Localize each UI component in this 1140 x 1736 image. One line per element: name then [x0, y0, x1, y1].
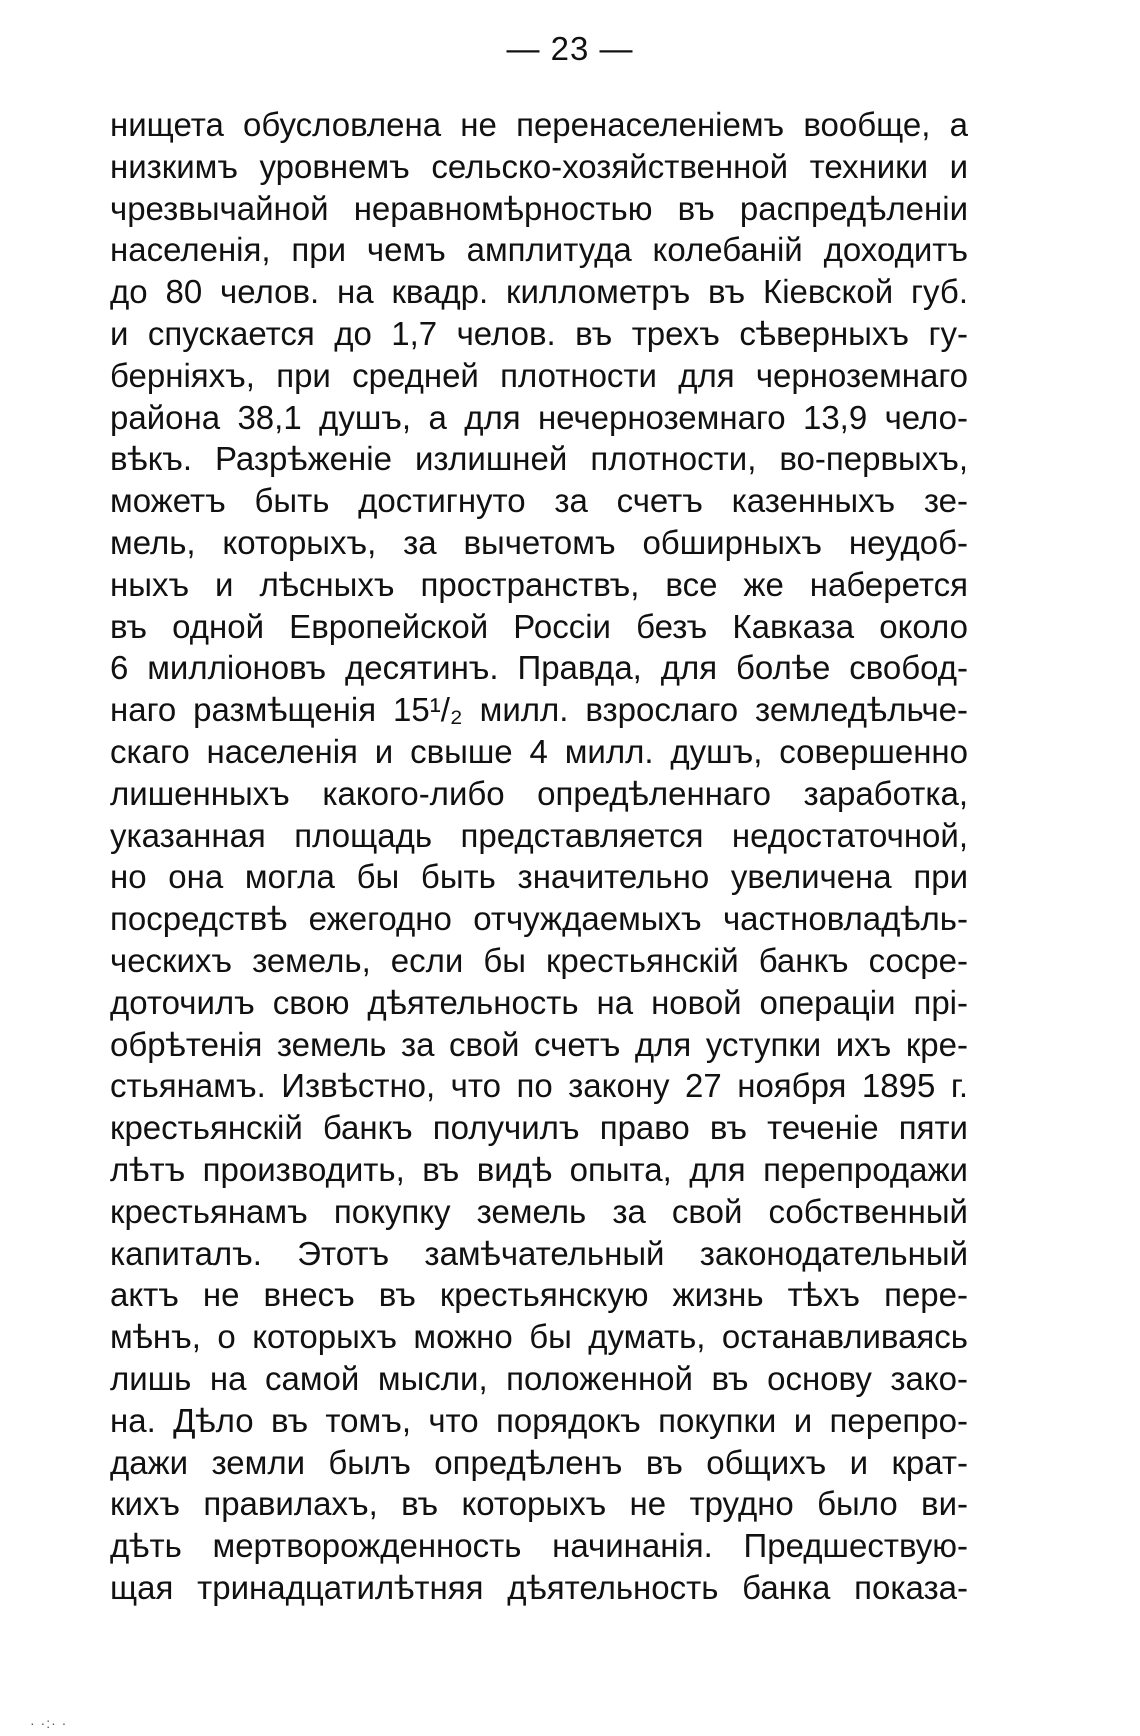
text-line: лѣтъ производить, въ видѣ опыта, для перепродажи [110, 1150, 968, 1188]
text-line: 6 милліоновъ десятинъ. Правда, для болѣе свобод- [110, 649, 968, 687]
text-line: можетъ быть достигнуто за счетъ казенныхъ зе- [110, 482, 968, 520]
text-line: кихъ правилахъ, въ которыхъ не трудно было ви- [110, 1485, 968, 1523]
text-line: крестьянамъ покупку земель за свой собственный [110, 1192, 968, 1230]
text-line: скаго населенія и свыше 4 милл. душъ, совершенно [110, 732, 968, 770]
text-line: населенія, при чемъ амплитуда колебаній доходитъ [110, 231, 968, 269]
text-line: мель, которыхъ, за вычетомъ обширныхъ неудоб- [110, 523, 968, 561]
text-line: дѣть мертворожденность начинанія. Предшествую- [110, 1527, 968, 1565]
text-line: стьянамъ. Извѣстно, что по закону 27 ноября 1895 г. [110, 1067, 968, 1105]
text-line: берніяхъ, при средней плотности для черноземнаго [110, 356, 968, 394]
body-text [110, 104, 968, 1609]
text-line: ческихъ земель, если бы крестьянскій банкъ сосре- [110, 941, 968, 979]
text-line: мѣнъ, о которыхъ можно бы думать, останавливаясь [110, 1318, 968, 1356]
text-line: капиталъ. Этотъ замѣчательный законодательный [110, 1234, 968, 1272]
text-line: доточилъ свою дѣятельность на новой операціи прі- [110, 983, 968, 1021]
text-line: вѣкъ. Разрѣженіе излишней плотности, во-первыхъ, [110, 440, 968, 478]
text-line: обрѣтенія земель за свой счетъ для уступки ихъ кре- [110, 1025, 968, 1063]
text-line: нищета обусловлена не перенаселеніемъ вообще, а [110, 106, 968, 143]
text-line: ныхъ и лѣсныхъ пространствъ, все же наберется [110, 565, 968, 603]
text-line: чрезвычайной неравномѣрностью въ распредѣленіи [110, 189, 968, 227]
text-line: низкимъ уровнемъ сельско-хозяйственной техники и [110, 147, 968, 185]
text-line: на. Дѣло въ томъ, что порядокъ покупки и перепро- [110, 1401, 968, 1439]
text-line: актъ не внесъ въ крестьянскую жизнь тѣхъ пере- [110, 1276, 968, 1314]
text-line: района 38,1 душъ, а для нечерноземнаго 13,9 чело- [110, 398, 968, 436]
text-line: посредствѣ ежегодно отчуждаемыхъ частновладѣль- [110, 900, 968, 938]
text-line: указанная площадь представляется недостаточной, [110, 816, 968, 854]
text-line: дажи земли былъ опредѣленъ въ общихъ и крат- [110, 1443, 968, 1481]
text-line: но она могла бы быть значительно увеличена при [110, 858, 968, 896]
text-line: наго размѣщенія 15¹/₂ милл. взрослаго земледѣльче- [110, 691, 968, 729]
text-line: крестьянскій банкъ получилъ право въ теченіе пяти [110, 1109, 968, 1147]
text-line: въ одной Европейской Россіи безъ Кавказа около [110, 607, 968, 645]
text-line: лишенныхъ какого-либо опредѣленнаго заработка, [110, 774, 968, 812]
text-line: щая тринадцатилѣтняя дѣятельность банка показа- [110, 1568, 968, 1606]
text-line: до 80 челов. на квадр. киллометръ въ Кіевской губ. [110, 273, 968, 311]
text-line: лишь на самой мысли, положенной въ основу зако- [110, 1359, 968, 1397]
page-number: — 23 — [506, 30, 634, 67]
text-line: и спускается до 1,7 челов. въ трехъ сѣверныхъ гу- [110, 314, 968, 352]
scan-specks-decoration: · ·:· · [30, 1715, 68, 1731]
